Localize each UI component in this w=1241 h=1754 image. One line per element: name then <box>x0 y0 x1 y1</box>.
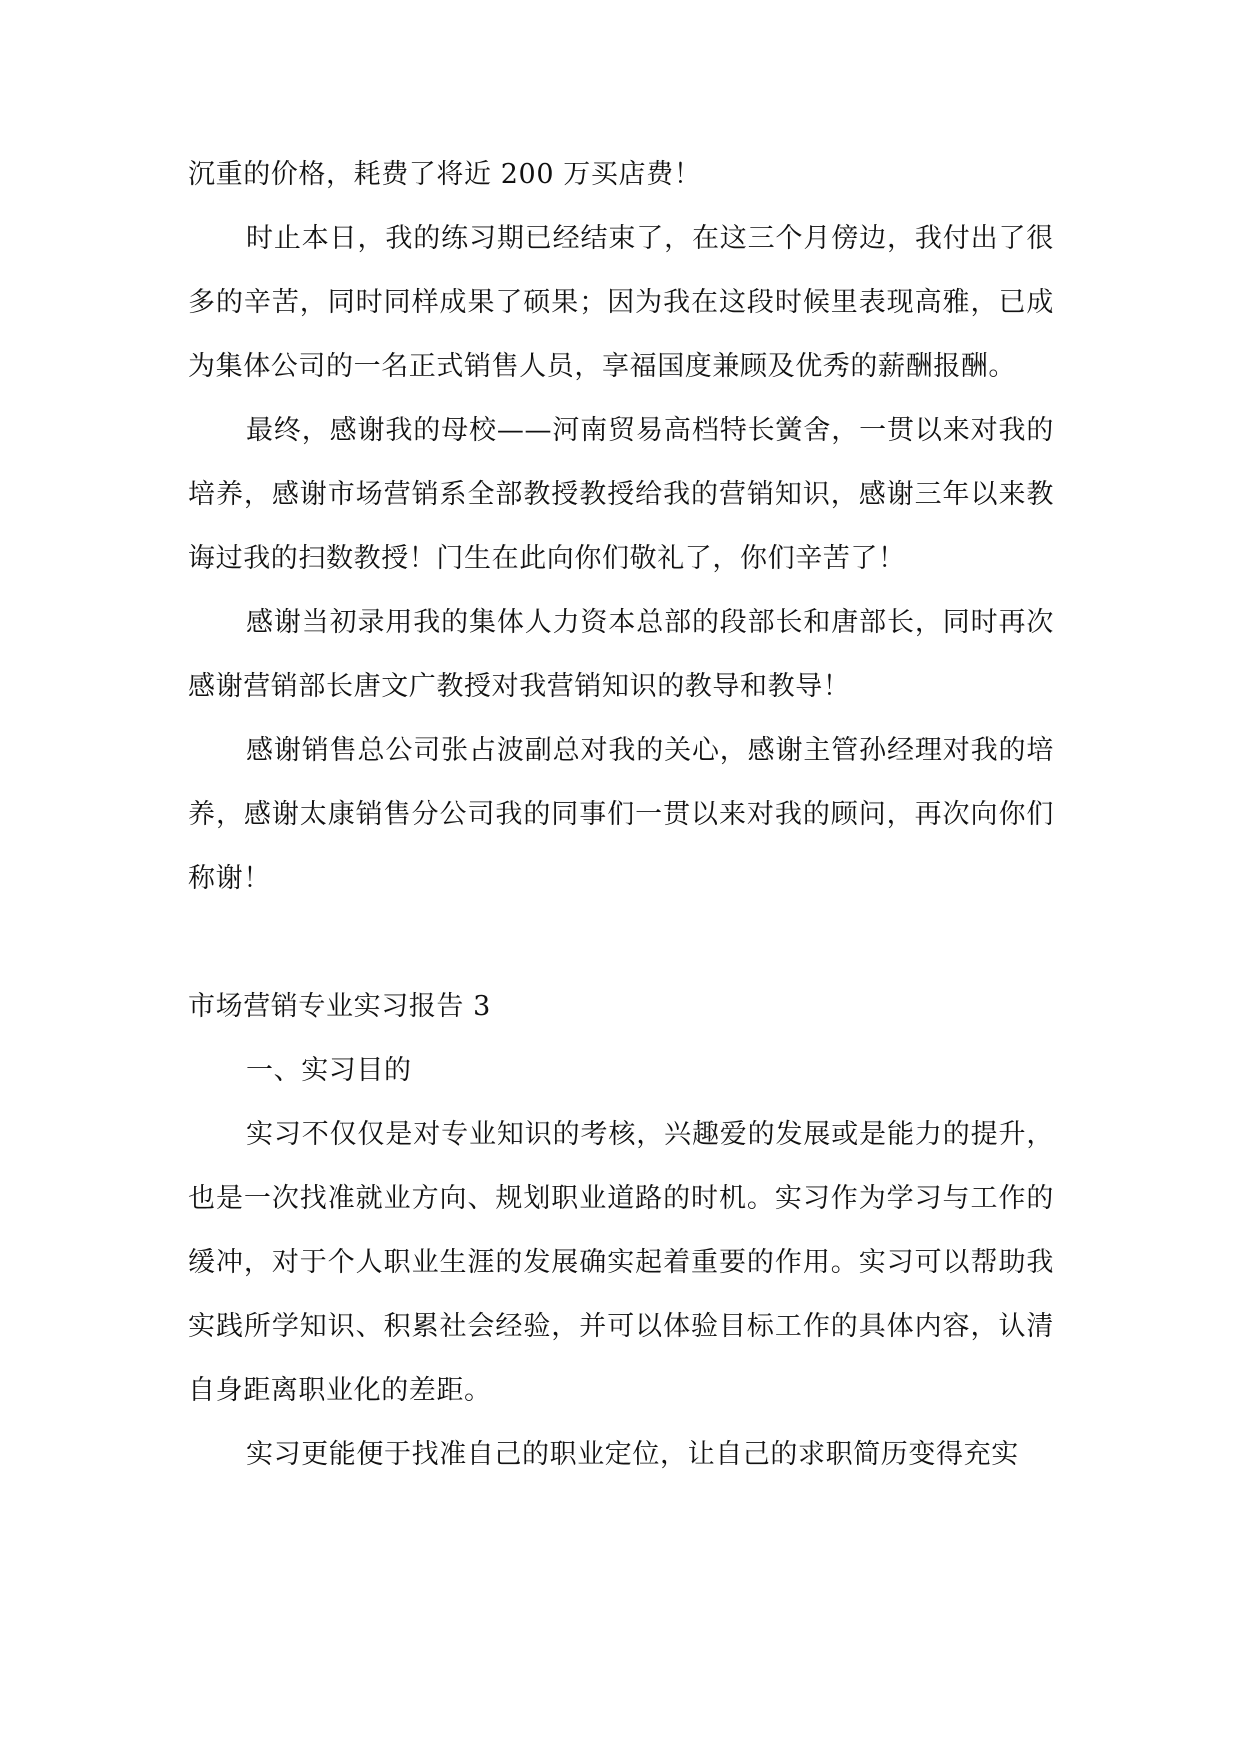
paragraph-internship-end: 时止本日，我的练习期已经结束了，在这三个月傍边，我付出了很多的辛苦，同时同样成果了硕果；因为我在这段时候里表现高雅，已成为集体公司的一名正式销售人员，享福国度兼顾及优秀的薪酬报酬。 <box>188 223 1054 382</box>
paragraph-thanks-sales: 感谢销售总公司张占波副总对我的关心，感谢主管孙经理对我的培养，感谢太康销售分公司我的同事们一贯以来对我的顾问，再次向你们称谢！ <box>188 735 1054 894</box>
document-body <box>188 143 1054 1487</box>
paragraph-thanks-school: 最终，感谢我的母校——河南贸易高档特长黉舍，一贯以来对我的培养，感谢市场营销系全部教授教授给我的营销知识，感谢三年以来教诲过我的扫数教授！门生在此向你们敬礼了，你们辛苦了！ <box>188 415 1054 574</box>
section-title: 市场营销专业实习报告 3 <box>188 991 491 1022</box>
subsection-title: 一、实习目的 <box>246 1055 412 1086</box>
paragraph-career-positioning: 实习更能便于找准自己的职业定位，让自己的求职简历变得充实 <box>246 1439 1019 1470</box>
section-spacer <box>188 911 1054 975</box>
paragraph-continuation: 沉重的价格，耗费了将近 200 万买店费！ <box>188 159 702 190</box>
paragraph-internship-purpose: 实习不仅仅是对专业知识的考核，兴趣爱的发展或是能力的提升，也是一次找准就业方向、规划职业道路的时机。实习作为学习与工作的缓冲，对于个人职业生涯的发展确实起着重要的作用。实习可以帮助我实践所学知识、积累社会经验，并可以体验目标工作的具体内容，认清自身距离职业化的差距。 <box>188 1119 1054 1406</box>
paragraph-thanks-hr: 感谢当初录用我的集体人力资本总部的段部长和唐部长，同时再次感谢营销部长唐文广教授对我营销知识的教导和教导！ <box>188 607 1054 702</box>
